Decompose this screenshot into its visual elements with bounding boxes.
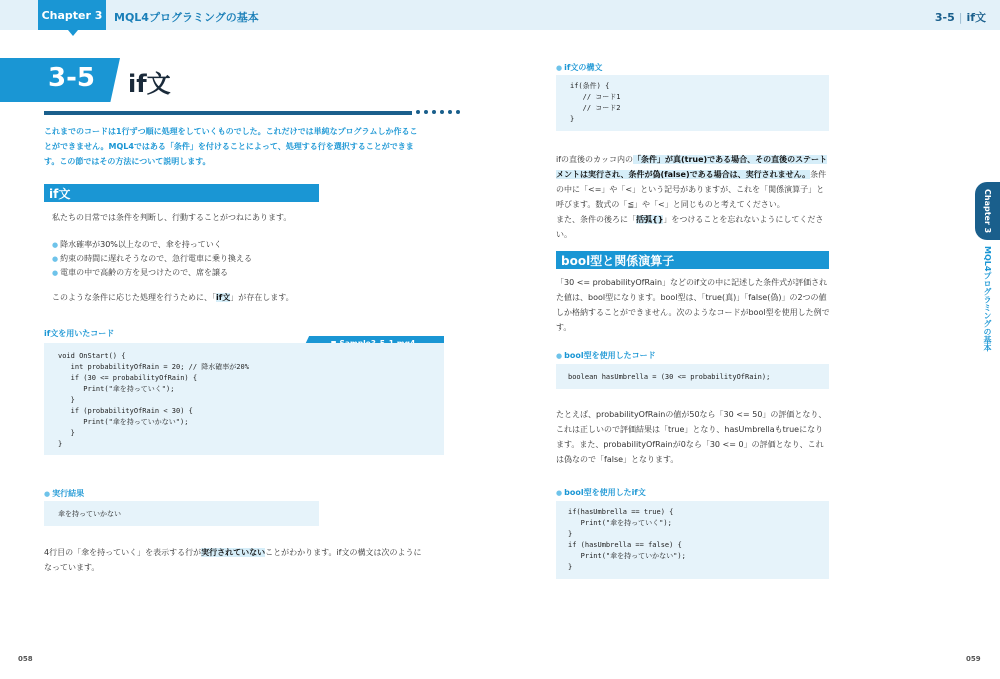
side-chapter-title: MQL4プログラミングの基本 <box>983 246 992 352</box>
if-para2 <box>52 290 422 305</box>
para-text: 」が存在します。 <box>230 293 294 302</box>
code3-box <box>556 501 829 579</box>
explain-para <box>556 152 830 242</box>
code3-content: if(hasUmbrella == true) { Print("傘を持っていく"); } if (hasUmbrella == false) { Print("傘を持っていかない"); } <box>568 508 686 571</box>
highlight: 実行されていない <box>201 548 266 557</box>
result-para <box>44 545 422 575</box>
code1-box <box>44 343 444 455</box>
bool-para: 「30 <= probabilityOfRain」などのif文の中に記述した条件式が評価された値は、bool型になります。bool型は、「true(真)」「false(偽)」の2つの値しか格納することができません。次のようなコードがbool型を使用した例です。 <box>556 278 830 332</box>
syntax-label: ● if文の構文 <box>556 62 602 73</box>
section-number: 3-5 <box>48 63 95 93</box>
intro-text: これまでのコードは1行ずつ順に処理をしていくものでした。これだけでは単純なプログラムしか作ることができません。MQL4ではある「条件」を付けることによって、処理する行を選択することができます。この節ではその方法について説明します。 <box>44 127 418 166</box>
header-section: 3-5 | if文 <box>934 11 986 24</box>
para-text: ことがわかります。if文の構文は次のようになっています。 <box>44 548 422 572</box>
header-section-number: 3-5 <box>934 11 955 24</box>
highlight: 括弧{} <box>636 215 664 224</box>
para-text: 」をつけることを忘れないようにしてください。 <box>556 215 824 239</box>
page-number-right: 059 <box>966 655 981 663</box>
result-box <box>44 501 319 526</box>
highlight: if文 <box>216 293 231 302</box>
header-title: MQL4プログラミングの基本 <box>114 11 259 24</box>
result-content: 傘を持っていかない <box>58 510 121 518</box>
para-text: ifの直後のカッコ内の <box>556 155 633 164</box>
code2-box <box>556 364 829 389</box>
para-text: また、条件の後ろに「 <box>556 215 636 224</box>
page-number-left: 058 <box>18 655 33 663</box>
highlight: 「条件」が真(true)である場合、その直後のステートメントは実行され、条件が偽(false)である場合は、実行されません。 <box>556 155 828 179</box>
if-para1: 私たちの日常では条件を判断し、行動することがつねにあります。 <box>52 213 292 222</box>
list-item: ● 降水確率が30%以上なので、傘を持っていく <box>52 238 252 252</box>
list-item: ● 約束の時間に遅れそうなので、急行電車に乗り換える <box>52 252 252 266</box>
bool-heading: bool型と関係演算子 <box>556 251 829 269</box>
section-title: if文 <box>128 70 171 98</box>
side-chapter-label: Chapter 3 <box>983 188 992 234</box>
bool-explain: たとえば、probabilityOfRainの値が50なら「30 <= 50」の評価となり、これは正しいので評価結果は「true」となり、hasUmbrellaもtrueになります。また、probabilityOfRainが0なら「30 <= 0」の評価となり、これは偽なので「false」となります。 <box>556 410 827 464</box>
if-heading: if文 <box>44 184 319 202</box>
chapter-tab: Chapter 3 <box>38 0 106 30</box>
title-rule-dots <box>416 110 460 114</box>
result-label: ● 実行結果 <box>44 488 84 499</box>
header-section-name: if文 <box>966 11 986 24</box>
title-rule <box>44 111 412 115</box>
code1-content: void OnStart() { int probabilityOfRain = 20; // 降水確率が20% if (30 <= probabilityOfRain) { Print("傘を持っていく"); } if (probabilityOfRain < 30) { Print("傘を持っていかない"); } } <box>58 352 249 448</box>
side-chapter-tab <box>975 182 1000 240</box>
para-text: 条件の中に「<=」や「<」という記号がありますが、これを「関係演算子」と呼びます。数式の「≦」や「<」と同じものと考えてください。 <box>556 170 827 209</box>
code3-label: ● bool型を使用したif文 <box>556 487 646 498</box>
syntax-box <box>556 75 829 131</box>
list-item: ● 電車の中で高齢の方を見つけたので、席を譲る <box>52 266 252 280</box>
syntax-content: if(条件) { // コード1 // コード2 } <box>570 82 621 123</box>
code2-content: boolean hasUmbrella = (30 <= probabilityOfRain); <box>568 373 771 381</box>
code1-label: if文を用いたコード <box>44 329 115 338</box>
code2-label: ● bool型を使用したコード <box>556 350 656 361</box>
para-text: このような条件に応じた処理を行うために、「 <box>52 293 216 302</box>
para-text: 4行目の「傘を持っていく」を表示する行が <box>44 548 202 557</box>
bullet-list <box>52 238 252 280</box>
